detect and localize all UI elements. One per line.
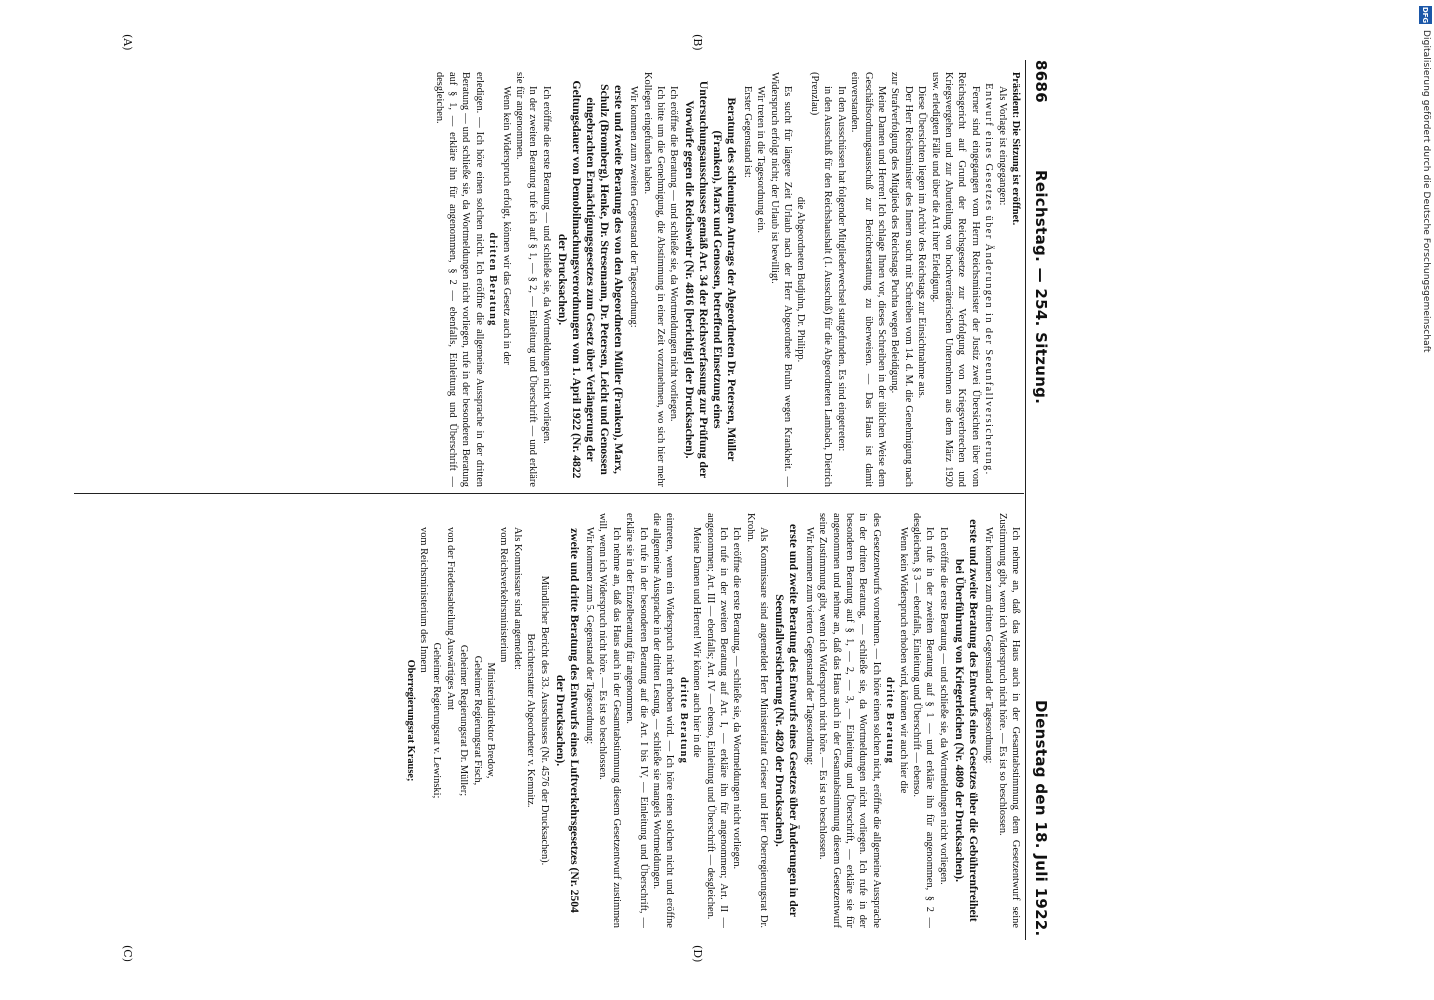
paragraph: In den Ausschüssen hat folgender Mitgliederwechsel stattgefunden. Es sind eingetreten: (835, 86, 847, 452)
paragraph: Wir kommen zum dritten Gegenstand der Tagesordnung: (983, 527, 995, 764)
paragraph: Ich eröffne die Beratung — und schließe sie, da Wortmeldungen nicht vorliegen. (668, 86, 680, 422)
column-divider (74, 493, 1024, 494)
paragraph: Wir treten in die Tagesordnung ein. (755, 86, 767, 233)
paragraph: Wir kommen zum vierten Gegenstand der Tagesordnung: (803, 527, 815, 766)
paragraph: Ministerialdirektor Bredow, (485, 662, 496, 779)
paragraph: erledigen. — Ich höre einen solchen nicht. Ich eröffne die allgemeine Aussprache in der dritten Beratung — und schließe sie, da Wortmeldungen nicht vorliegen, rufe in der besonderen Beratung auf § 1, — erkläre ihn für angenommen, § 2 — ebenfalls, Einleitung und Überschrift — desgleichen. (433, 72, 485, 487)
paragraph: Geheimer Regierungsrat v. Lewinski; (431, 642, 443, 799)
paragraph: Ich eröffne die erste Beratung, — schließe sie, da Wortmeldungen nicht vorliegen. (731, 527, 743, 870)
column-left (72, 72, 1022, 487)
margin-mark-a: (A) (121, 34, 134, 51)
paragraph: Entwurf eines Gesetzes über Änderungen in der Seeunfallversicherung. (983, 83, 995, 476)
agenda-heading: zweite und dritte Beratung des Entwurfs eines Luftverkehrsgesetzes (Nr. 2504 der Drucksachen). (553, 528, 581, 913)
paragraph: Der Herr Reichsminister des Innern sucht mit Schreiben vom 14. d. M. die Genehmigung nach zur Strafverfolgung des Mitglieds des Reichstags Puchta wegen Beleidigung. (889, 72, 914, 487)
paragraph: Meine Damen und Herren! Wir können auch hier in die (691, 527, 703, 758)
paragraph: die Abgeordneten Budjuhn, Dr. Philipp. (795, 196, 807, 363)
paragraph: Geheimer Regierungsrat Dr. Müller; (458, 644, 470, 797)
paragraph: Ich nehme an, daß das Haus auch in der Gesamtabstimmung dem Gesetzentwurf seine Zustimmung gibt, wenn ich Widerspruch nicht höre. — Es ist so beschlossen. (996, 513, 1021, 928)
paragraph: In der zweiten Beratung rufe ich auf § 1, — § 2, — Einleitung und Überschrift — und erkläre sie für angenommen. (514, 72, 539, 487)
paragraph: Wenn kein Widerspruch erfolgt, können wir das Gesetz auch in der (500, 86, 512, 365)
paragraph: Als Vorlage ist eingegangen: (996, 86, 1008, 206)
paragraph: Geheimer Regierungsrat Fisch, (471, 655, 483, 786)
paragraph: in den Ausschuß für den Reichshaushalt (1. Ausschuß) für die Abgeordneten Lambach, Dietrich (Prenzlau) (808, 72, 834, 487)
agenda-heading: Beratung des schleunigen Antrags der Abgeordneten Dr. Petersen, Müller (Franken), Marx und Genossen, betreffend Einsetzung eines Untersuchungsausschusses gemäß Art. 34 der Reichsverfassung zur Prüfung der Vorwürfe gegen die Reichswehr (Nr. 4816 [berichtigt] der Drucksachen). (683, 80, 739, 479)
paragraph: Meine Damen und Herren! Ich schlage Ihnen vor, dieses Schreiben in der üblichen Weise dem Geschäftsordnungsausschuß zur Berichterstattung zu überweisen. — Das Haus ist damit einverstanden. (849, 72, 887, 487)
digitization-note: Digitalisierung gefördert durch die Deutsche Forschungsgemeinschaft (1421, 30, 1431, 353)
paragraph: Ich eröffne die erste Beratung — und schließe sie, da Wortmeldungen nicht vorliegen. (937, 527, 949, 885)
paragraph: des Gesetzentwurfs vornehmen. — Ich höre einen solchen nicht, eröffne die allgemeine Aussprache in der dritten Beratung, — schließe sie, da Wortmeldungen nicht vorliegen. Ich rufe in der besonderen Beratung auf § 1, — 2, — 3, — Einleitung und Überschrift, — erkläre sie für angenommen und nehme an, daß das Haus auch in der Gesamtabstimmung diesem Gesetzentwurf seine Zustimmung gibt, wenn ich Widerspruch nicht höre. — Es ist so beschlossen. (817, 513, 882, 928)
dfg-logo: DFG (1419, 6, 1432, 24)
paragraph: Wir kommen zum 5. Gegenstand der Tagesordnung: (584, 527, 596, 745)
paragraph: Ich rufe in der zweiten Beratung auf § 1 — und erkläre ihn für angenommen, § 2 — desgleichen, § 3 — ebenfalls, Einleitung und Überschrift — ebenso. (910, 513, 936, 928)
paragraph: Ich eröffne die erste Beratung — und schließe sie, da Wortmeldungen nicht vorliegen. (540, 86, 552, 444)
paragraph: Ich rufe in der zweiten Beratung auf Art. I, — erkläre ihn für angenommen; Art. II — angenommen; Art. III — ebenfalls; Art. IV — ebenso, Einleitung und Überschrift — desgleichen. (704, 513, 730, 928)
paragraph: Ich bitte um die Genehmigung, die Abstimmung in einer Zeit vorzunehmen, wo sich hier mehr Kollegen eingefunden haben. (641, 72, 667, 487)
paragraph: von der Friedensabteilung Auswärtiges Amt (444, 527, 456, 710)
header-rule (1025, 60, 1026, 940)
paragraph: Diese Übersichten liegen im Archiv des Reichstags zur Einsichtnahme aus. (916, 86, 928, 399)
paragraph: vom Reichsverkehrsministerium (498, 527, 510, 663)
header-title-right: Dienstag den 18. Juli 1922. (1032, 700, 1050, 937)
paragraph: Erster Gegenstand ist: (741, 86, 753, 178)
paragraph: Berichterstatter Abgeordneter v. Kemnitz. (525, 633, 537, 808)
margin-mark-c: (C) (121, 945, 134, 962)
page-number: 8686 (1032, 60, 1050, 103)
agenda-heading: erste und zweite Beratung des Entwurfs eines Gesetzes über Änderungen in der Seeunfallversicherung (Nr. 4820 der Drucksachen). (773, 524, 801, 917)
section-heading: dritten Beratung (487, 232, 499, 327)
header-title-left: Reichstag. — 254. Sitzung. (1032, 170, 1050, 405)
paragraph: Präsident: Die Sitzung ist eröffnet. (1010, 72, 1021, 226)
paragraph: Ich nehme an, daß das Haus auch in der Gesamtabstimmung diesem Gesetzentwurf zustimmen will, wenn ich Widerspruch nicht höre. — Es ist so beschlossen. (597, 513, 622, 928)
paragraph: eintreten, wenn ein Widerspruch nicht erhoben wird. — Ich höre einen solchen nicht und eröffne die allgemeine Aussprache in der dritten Lesung, — schließe sie mangels Wortmeldungen. (651, 513, 676, 928)
page-header (1028, 60, 1054, 940)
paragraph: vom Reichsministerium des Innern (417, 527, 429, 673)
agenda-heading: erste und zweite Beratung des von den Abgeordneten Müller (Franken), Marx, Schulz (Bromberg), Henke, Dr. Stresemann, Dr. Petersen, Leicht und Genossen eingebrachten Ermächtigungsgesetzes zum Gesetz über Verlängerung der Geltungsdauer von Demobilmachungsverordnungen vom 1. April 1922 (Nr. 4822 der Drucksachen). (555, 80, 625, 479)
section-heading: dritte Beratung (884, 677, 896, 764)
paragraph: Oberregierungsrat Krause; (404, 659, 416, 782)
margin-mark-b: (B) (691, 34, 704, 51)
paragraph: Als Kommissare sind angemeldet: (511, 527, 523, 670)
paragraph: Wenn kein Widerspruch erhoben wird, können wir auch hier die (897, 527, 909, 794)
paragraph: Ich rufe in der besonderen Beratung auf die Art. I bis IV, — Einleitung und Überschrift, — erkläre sie in der Einzelberatung für angenommen. (624, 513, 649, 928)
agenda-heading: erste und zweite Beratung des Entwurfs eines Gesetzes über die Gebührenfreiheit bei Überführung von Kriegerleichen (Nr. 4809 der Drucksachen). (952, 519, 980, 922)
margin-mark-d: (D) (691, 945, 704, 963)
paragraph: Wir kommen zum zweiten Gegenstand der Tagesordnung: (628, 86, 640, 328)
paragraph: Mündlicher Bericht des 33. Ausschusses (Nr. 4576 der Drucksachen). (538, 575, 550, 866)
paragraph: Ferner sind eingegangen vom Herrn Reichsminister der Justiz zwei Übersichten über vom Reichsgericht auf Grund der Reichsgesetze zur Verfolgung von Kriegsverbrechen und Kriegsvergehen und zur Aburteilung von hochverräterischen Unternehmen aus dem März 1920 usw. erledigten Fälle und über die Art ihrer Erledigung. (929, 72, 981, 487)
column-right (72, 513, 1022, 928)
paragraph: Es sucht für längere Zeit Urlaub nach der Herr Abgeordnete Bruhn wegen Krankheit. — Widerspruch erfolgt nicht; der Urlaub ist bewilligt. (768, 72, 794, 487)
section-heading: dritte Beratung (677, 677, 689, 764)
paragraph: Als Kommissare sind angemeldet Herr Ministerialrat Grieser und Herr Oberregierungsrat Dr. Krohn. (744, 513, 770, 928)
